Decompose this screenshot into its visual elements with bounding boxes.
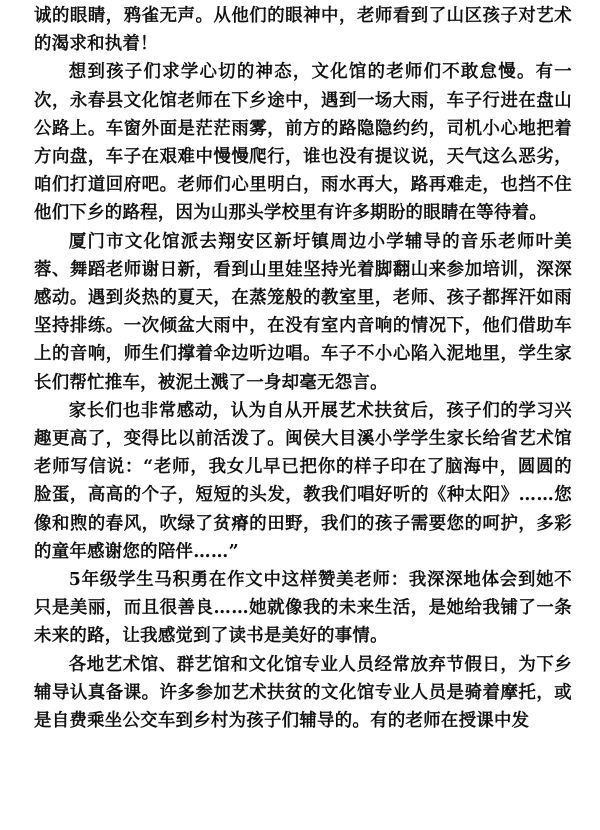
- paragraph-6: 各地艺术馆、群艺馆和文化馆专业人员经常放弃节假日，为下乡辅导认真备课。许多参加艺术扶贫的文化馆专业人员是骑着摩托，或是自费乘坐公交车到乡村为孩子们辅导的。有的老师在授课中发: [34, 654, 572, 732]
- paragraph-1: 诚的眼睛，鸦雀无声。从他们的眼神中，老师看到了山区孩子对艺术的渴求和执着！: [34, 6, 572, 55]
- paragraph-5: 5年级学生马积勇在作文中这样赞美老师：我深深地体会到她不只是美丽，而且很善良……她就像我的未来生活，是她给我铺了一条未来的路，让我感觉到了读书是美好的事情。: [34, 570, 572, 647]
- paragraph-3: 厦门市文化馆派去翔安区新圩镇周边小学辅导的音乐老师叶美蓉、舞蹈老师谢日新，看到山里娃坚持光着脚翻山来参加培训，深深感动。遇到炎热的夏天，在蒸笼般的教室里，老师、孩子都挥汗如雨坚持排练。一次倾盆大雨中，在没有室内音响的情况下，他们借助车上的音响，师生们撑着伞边听边唱。车子不小心陷入泥地里，学生家长们帮忙推车，被泥土溅了一身却毫无怨言。: [34, 231, 572, 393]
- paragraph-2: 想到孩子们求学心切的神态，文化馆的老师们不敢怠慢。有一次，永春县文化馆老师在下乡途中，遇到一场大雨，车子行进在盘山公路上。车窗外面是茫茫雨雾，前方的路隐隐约约，司机小心地把着方向盘，车子在艰难中慢慢爬行，谁也没有提议说，天气这么恶劣，咱们打道回府吧。老师们心里明白，雨水再大，路再难走，也挡不住他们下乡的路程，因为山那头学校里有许多期盼的眼睛在等待着。: [34, 62, 572, 224]
- paragraph-4: 家长们也非常感动，认为自从开展艺术扶贫后，孩子们的学习兴趣更高了，变得比以前活泼了。闽侯大目溪小学学生家长给省艺术馆老师写信说：“老师，我女儿早已把你的样子印在了脑海中，圆圆的脸蛋，高高的个子，短短的头发，教我们唱好听的《种太阳》……您像和煦的春风，吹绿了贫瘠的田野，我们的孩子需要您的呵护，多彩的童年感谢您的陪伴……”: [34, 400, 572, 562]
